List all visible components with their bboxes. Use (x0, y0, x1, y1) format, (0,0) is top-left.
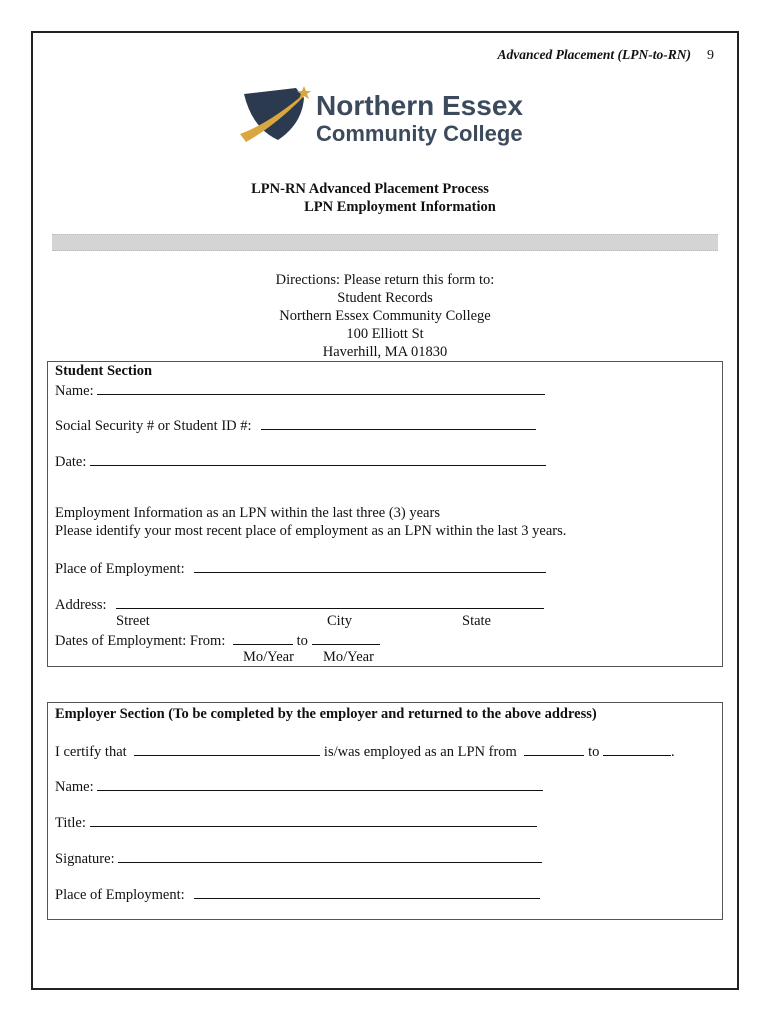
city-caption: City (327, 613, 352, 629)
header-title: Advanced Placement (LPN-to-RN) (497, 47, 691, 62)
employer-section-heading: Employer Section (To be completed by the employer and returned to the above address) (55, 706, 597, 722)
employer-name-label: Name: (55, 779, 94, 795)
certify-label: I certify that (55, 744, 127, 760)
employer-name-row (55, 777, 543, 796)
directions-line: Haverhill, MA 01830 (322, 344, 448, 360)
employer-title-row (55, 813, 537, 832)
employer-place-field[interactable] (194, 885, 540, 899)
directions-line: 100 Elliott St (346, 326, 424, 342)
employer-place-label: Place of Employment: (55, 887, 185, 903)
from-date-field[interactable] (233, 631, 293, 645)
page-number: 9 (707, 48, 714, 63)
student-address-field[interactable] (116, 595, 544, 609)
form-title: LPN-RN Advanced Placement Process (251, 181, 489, 197)
student-id-label: Social Security # or Student ID #: (55, 418, 252, 434)
directions-line: Directions: Please return this form to: (275, 272, 495, 288)
employment-instruction: Please identify your most recent place of employment as an LPN within the last 3 years. (55, 523, 567, 539)
employed-label: is/was employed as an LPN from (323, 744, 517, 760)
divider-band (52, 234, 718, 251)
dates-label: Dates of Employment: From: (55, 633, 226, 649)
employer-title-field[interactable] (90, 813, 537, 827)
certify-period: . (670, 744, 675, 760)
student-id-row (55, 416, 536, 435)
student-date-row (55, 452, 546, 471)
student-section-heading: Student Section (55, 363, 153, 379)
street-caption: Street (116, 613, 150, 629)
dates-to-label: to (296, 633, 308, 649)
student-place-field[interactable] (194, 559, 546, 573)
employer-place-row (55, 885, 540, 904)
directions-line: Student Records (337, 290, 433, 306)
student-date-field[interactable] (90, 452, 546, 466)
employer-to-label: to (588, 744, 600, 760)
to-date-field[interactable] (312, 631, 380, 645)
student-name-row (55, 381, 545, 400)
student-address-row (55, 595, 544, 614)
logo-line-1: Northern Essex (316, 90, 523, 121)
certify-row (55, 742, 675, 761)
employer-name-field[interactable] (97, 777, 543, 791)
student-date-label: Date: (55, 454, 87, 470)
employment-intro: Employment Information as an LPN within the last three (3) years (55, 505, 440, 521)
student-place-row (55, 559, 546, 578)
employer-signature-row (55, 849, 542, 868)
to-mo-year-caption: Mo/Year (323, 649, 374, 665)
running-header (498, 47, 714, 64)
state-caption: State (462, 613, 491, 629)
student-place-label: Place of Employment: (55, 561, 185, 577)
employed-to-field[interactable] (603, 742, 671, 756)
directions-block (0, 271, 770, 361)
employed-from-field[interactable] (524, 742, 584, 756)
student-id-field[interactable] (261, 416, 536, 430)
employer-signature-field[interactable] (118, 849, 542, 863)
from-mo-year-caption: Mo/Year (243, 649, 294, 665)
college-logo (238, 84, 538, 146)
logo-line-2: Community College (316, 121, 523, 146)
employer-title-label: Title: (55, 815, 86, 831)
directions-line: Northern Essex Community College (279, 308, 491, 324)
employer-signature-label: Signature: (55, 851, 115, 867)
form-subtitle: LPN Employment Information (304, 199, 496, 215)
student-name-field[interactable] (97, 381, 545, 395)
dates-row (55, 631, 380, 650)
student-address-label: Address: (55, 597, 107, 613)
student-name-label: Name: (55, 383, 94, 399)
employee-name-field[interactable] (134, 742, 320, 756)
